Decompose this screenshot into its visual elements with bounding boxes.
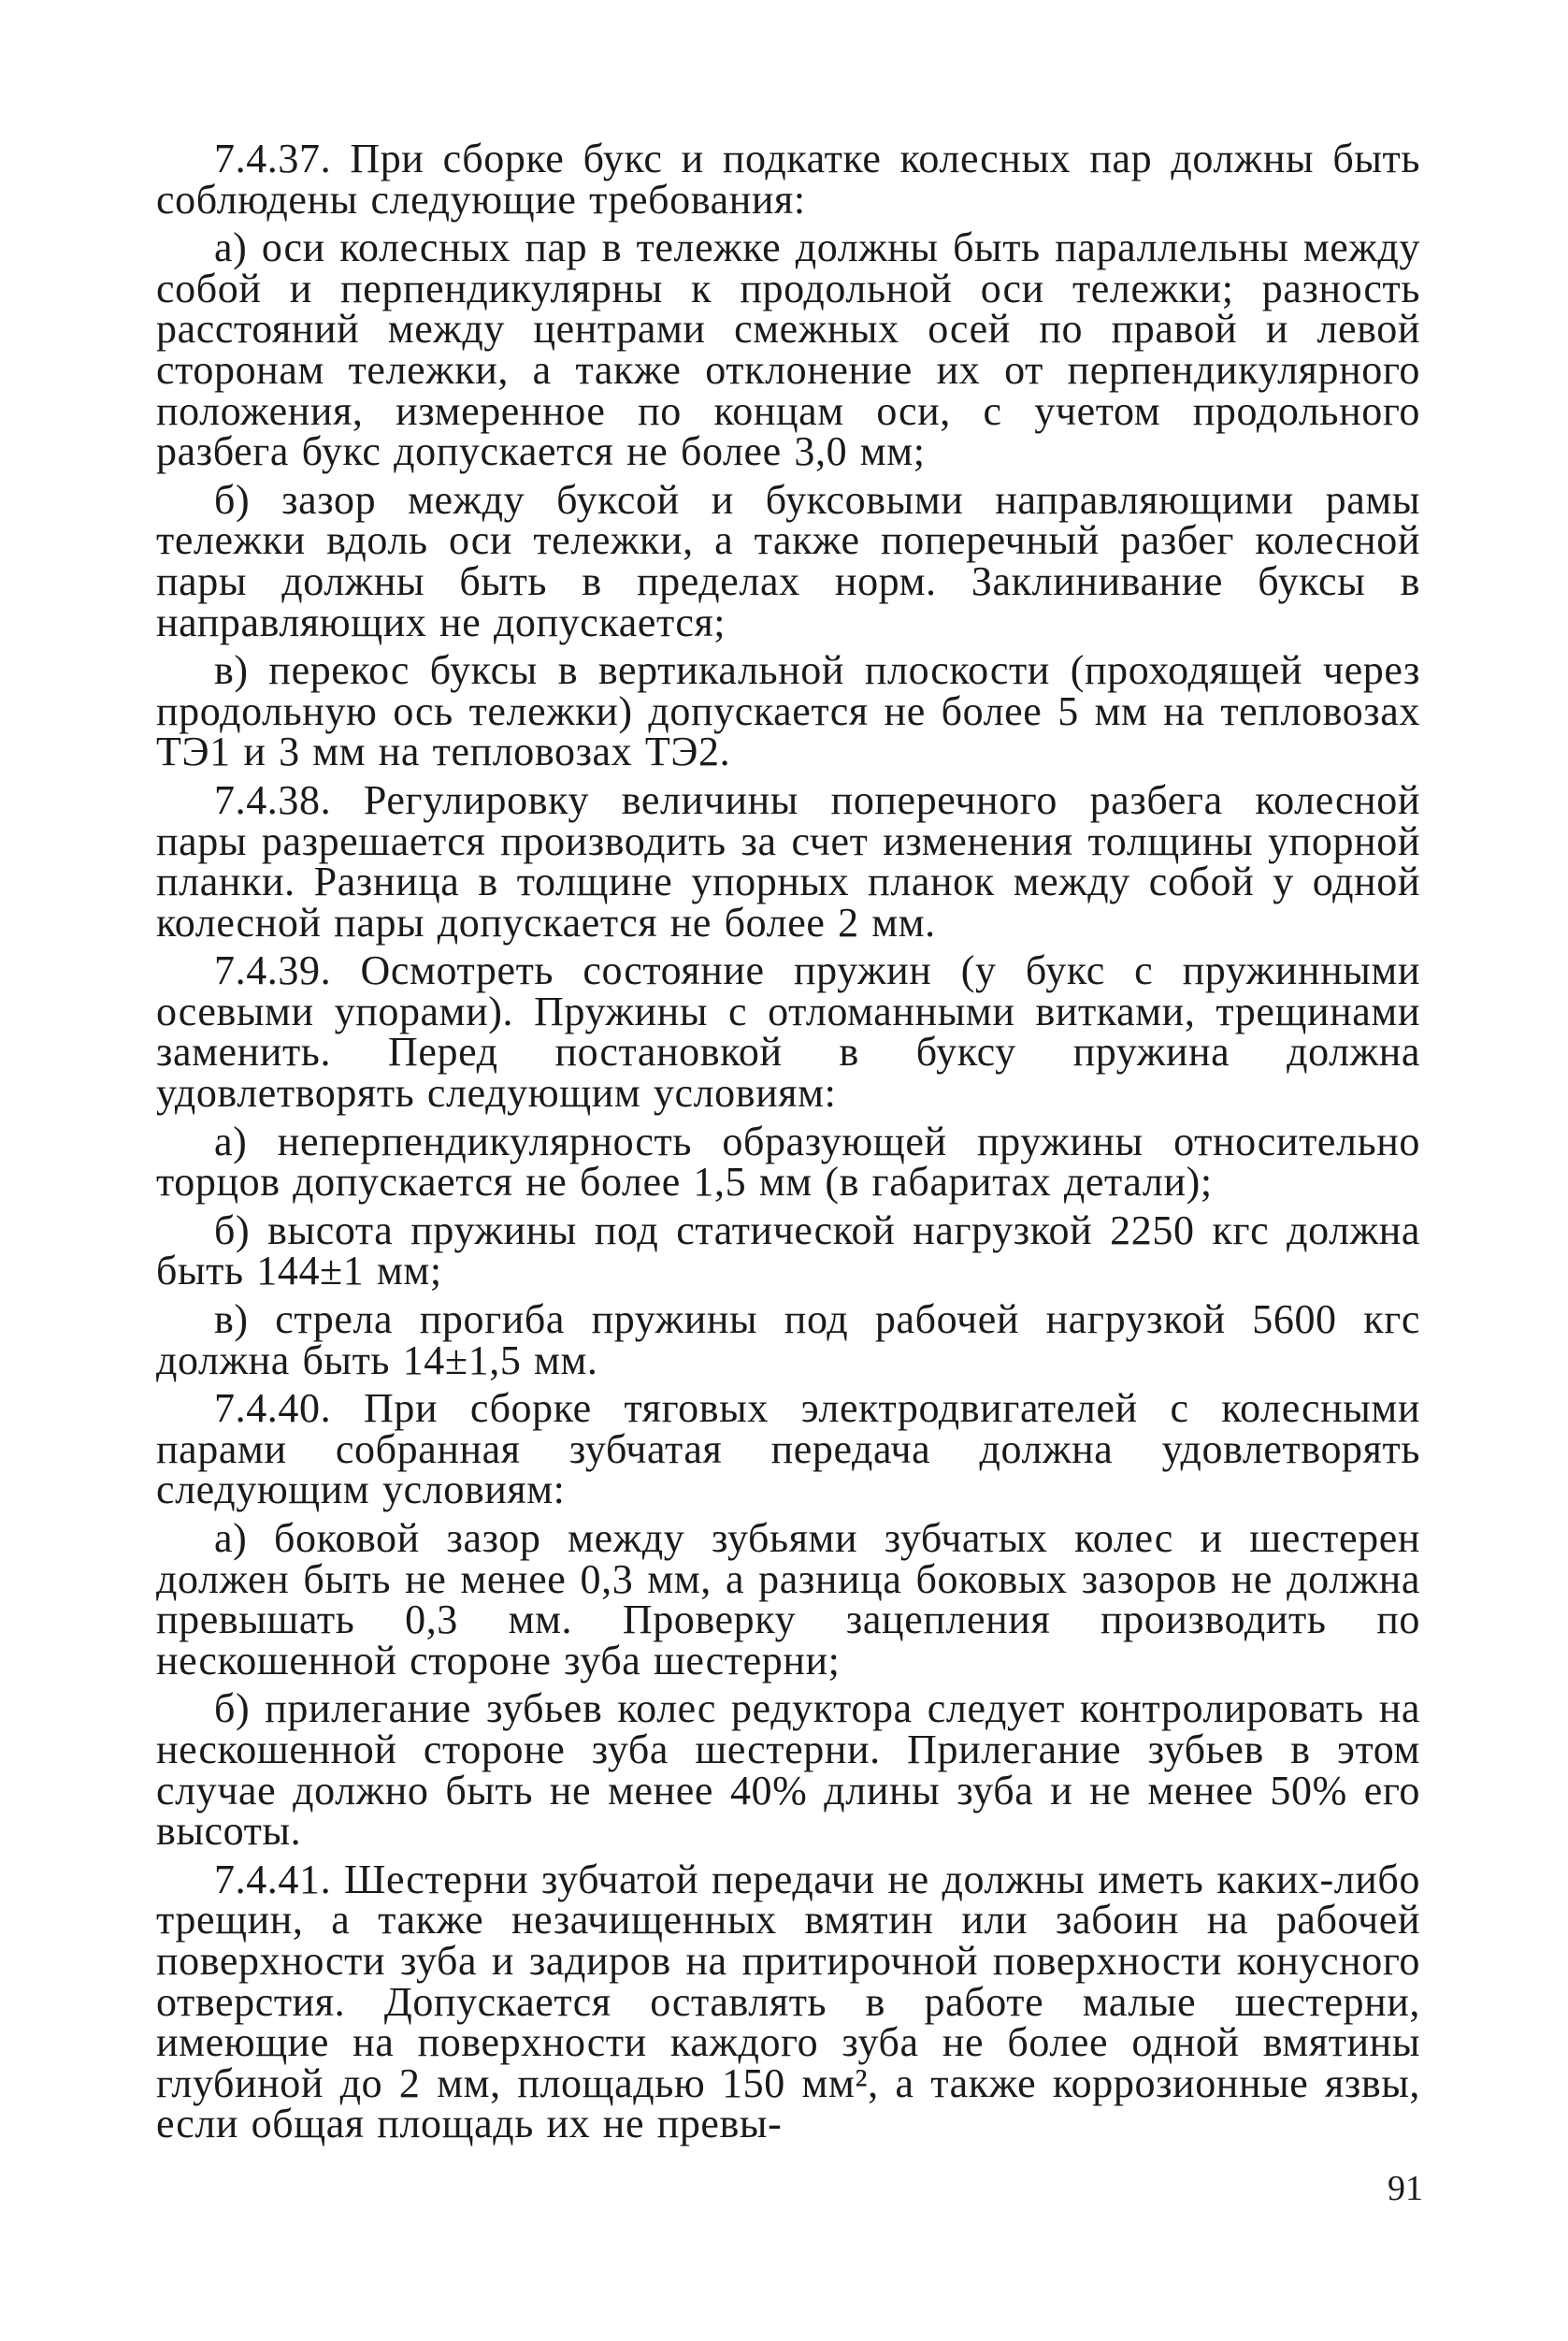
paragraph-7-4-37-b: б) зазор между буксой и буксовыми направляющими рамы тележки вдоль оси тележки, а также поперечный разбег колесной пары должны быть в пределах норм. Заклинивание буксы в направляющих не допускается; [156, 476, 1420, 645]
paragraph-7-4-39-a: а) неперпендикулярность образующей пружины относительно торцов допускается не более 1,5 мм (в габаритах детали); [156, 1118, 1420, 1206]
page-number: 91 [1388, 2169, 1423, 2208]
paragraph-7-4-39-v: в) стрела прогиба пружины под рабочей нагрузкой 5600 кгс должна быть 14±1,5 мм. [156, 1296, 1420, 1383]
paragraph-7-4-39: 7.4.39. Осмотреть состояние пружин (у букс с пружинными осевыми упорами). Пружины с отломанными витками, трещинами заменить. Перед постановкой в буксу пружина должна удовлетворять следующим условиям: [156, 947, 1420, 1117]
paragraph-7-4-37-v: в) перекос буксы в вертикальной плоскости (проходящей через продольную ось тележки) допускается не более 5 мм на тепловозах ТЭ1 и 3 мм на тепловозах ТЭ2. [156, 647, 1420, 775]
paragraph-7-4-40: 7.4.40. При сборке тяговых электродвигателей с колесными парами собранная зубчатая передача должна удовлетворять следующим условиям: [156, 1385, 1420, 1513]
paragraph-7-4-41: 7.4.41. Шестерни зубчатой передачи не должны иметь каких-либо трещин, а также незачищенных вмятин или забоин на рабочей поверхности зуба и задиров на притирочной поверхности конусного отверстия. Допускается оставлять в работе малые шестерни, имеющие на поверхности каждого зуба не более одной вмятины глубиной до 2 мм, площадью 150 мм², а также коррозионные язвы, если общая площадь их не превы- [156, 1856, 1420, 2147]
paragraph-7-4-39-b: б) высота пружины под статической нагрузкой 2250 кгс должна быть 144±1 мм; [156, 1207, 1420, 1294]
paragraph-7-4-38: 7.4.38. Регулировку величины поперечного разбега колесной пары разрешается производить за счет изменения толщины упорной планки. Разница в толщине упорных планок между собой у одной колесной пары допускается не более 2 мм. [156, 776, 1420, 946]
paragraph-7-4-40-a: а) боковой зазор между зубьями зубчатых колес и шестерен должен быть не менее 0,3 мм, а разница боковых зазоров не должна превышать 0,3 мм. Проверку зацепления производить по нескошенной стороне зуба шестерни; [156, 1515, 1420, 1683]
paragraph-7-4-37-a: а) оси колесных пар в тележке должны быть параллельны между собой и перпендикулярны к продольной оси тележки; разность расстояний между центрами смежных осей по правой и левой сторонам тележки, а также отклонение их от перпендикулярного положения, измеренное по концам оси, с учетом продольного разбега букс допускается не более 3,0 мм; [156, 224, 1420, 475]
paragraph-7-4-40-b: б) прилегание зубьев колес редуктора следует контролировать на нескошенной стороне зуба шестерни. Прилегание зубьев в этом случае должно быть не менее 40% длины зуба и не менее 50% его высоты. [156, 1685, 1420, 1855]
paragraph-7-4-37: 7.4.37. При сборке букс и подкатке колесных пар должны быть соблюдены следующие требования: [156, 136, 1420, 223]
body-text [156, 138, 1420, 2152]
